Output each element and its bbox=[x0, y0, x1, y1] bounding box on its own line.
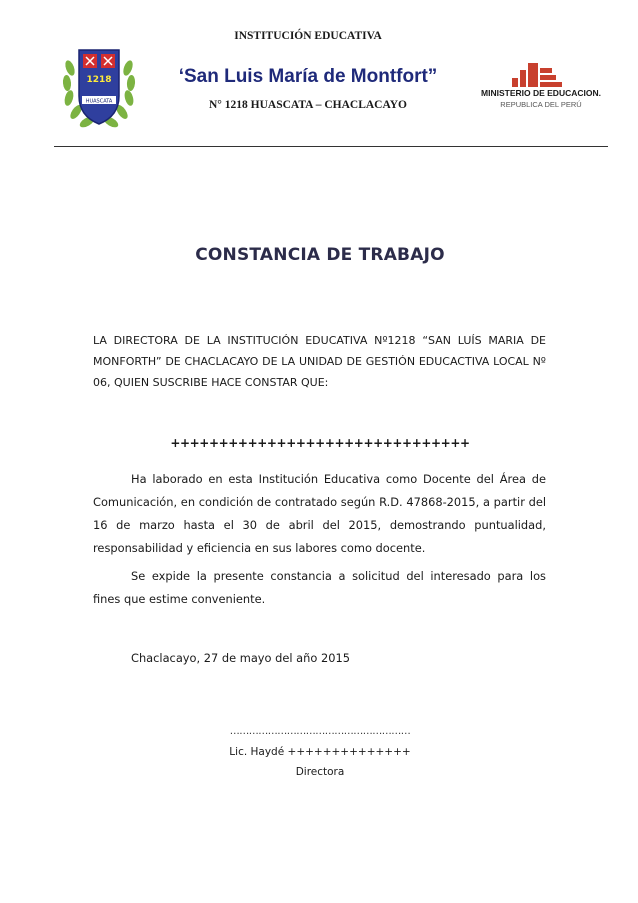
school-name: ‘San Luis María de Montfort” bbox=[178, 66, 438, 87]
school-location: N° 1218 HUASCATA – CHACLACAYO bbox=[209, 99, 407, 111]
employment-paragraph bbox=[93, 468, 546, 560]
redacted-name-separator: +++++++++++++++++++++++++++++++ bbox=[170, 436, 470, 450]
institution-type: INSTITUCIÓN EDUCATIVA bbox=[234, 30, 382, 42]
intro-paragraph: LA DIRECTORA DE LA INSTITUCIÓN EDUCATIVA Nº1218 “SAN LUÍS MARIA DE MONFORTH” DE CHACLACAYO DE LA UNIDAD DE GESTIÓN EDUCACTIVA LOCAL Nº 06, QUIEN SUSCRIBE HACE CONSTAR QUE: bbox=[93, 334, 546, 389]
header-divider bbox=[54, 146, 608, 147]
crest-banner: HUASCATA bbox=[85, 98, 113, 105]
signatory-role: Directora bbox=[295, 766, 345, 778]
date-line: Chaclacayo, 27 de mayo del año 2015 bbox=[131, 651, 350, 665]
purpose-paragraph bbox=[93, 565, 546, 611]
ministry-name: MINISTERIO DE EDUCACION. bbox=[481, 88, 601, 98]
crest-number: 1218 bbox=[86, 75, 112, 85]
ministry-logo-icon bbox=[510, 60, 572, 88]
signature-line: ………………………………………………… bbox=[229, 726, 411, 737]
school-crest-logo bbox=[60, 38, 138, 134]
purpose-text: Se expide la presente constancia a solicitud del interesado para los fines que estime conveniente. bbox=[93, 569, 546, 606]
ministry-country: REPUBLICA DEL PERÚ bbox=[500, 100, 582, 109]
document-title: CONSTANCIA DE TRABAJO bbox=[195, 245, 445, 265]
signatory-name: Lic. Haydé ++++++++++++++ bbox=[229, 746, 411, 758]
employment-text: Ha laborado en esta Institución Educativa como Docente del Área de Comunicación, en condición de contratado según R.D. 47868-2015, a partir del 16 de marzo hasta el 30 de abril del 2015, demostrando puntualidad, responsabilidad y eficiencia en sus labores como docente. bbox=[93, 472, 546, 555]
